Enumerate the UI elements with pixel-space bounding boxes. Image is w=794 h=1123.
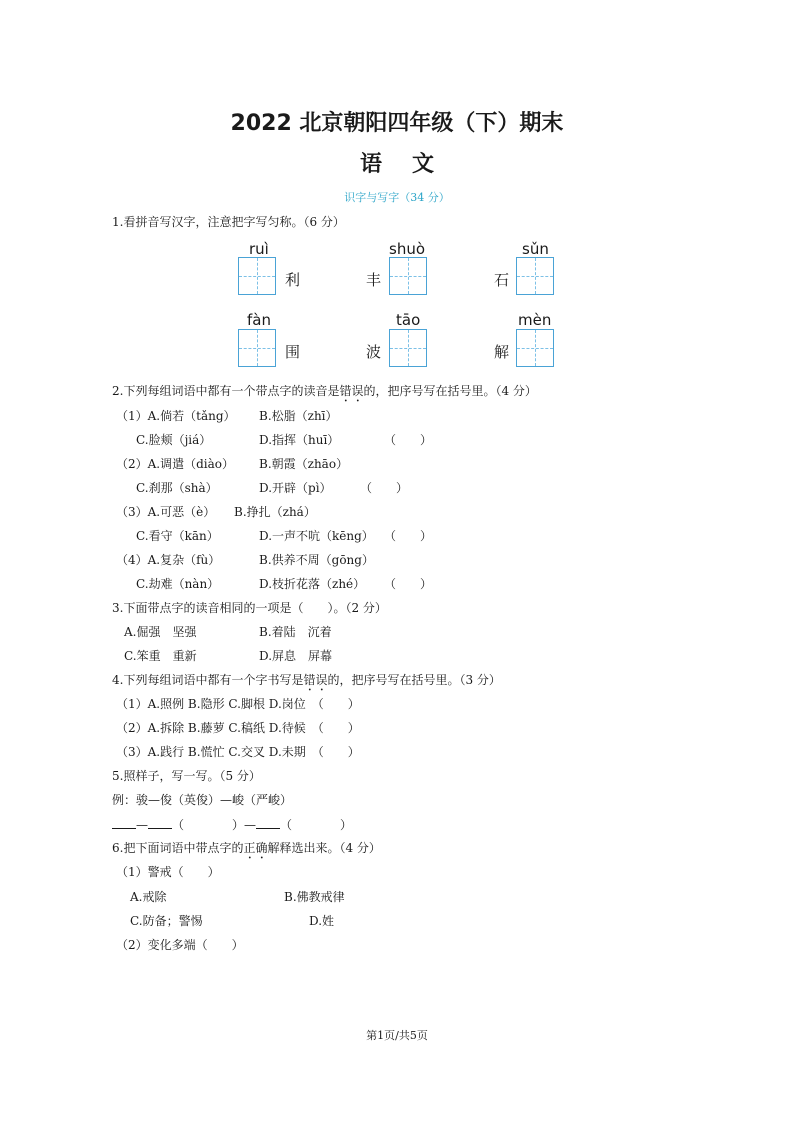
q2-option: （1）A.倘若（tǎng） — [116, 409, 236, 423]
writing-box[interactable] — [516, 257, 554, 295]
q2-stem: 2.下列每组词语中都有一个带点字的读音是错误的，把序号写在括号里。（4 分） — [112, 384, 537, 398]
q1-pinyin: shuò — [389, 240, 426, 258]
answer-bracket[interactable]: （ ） — [360, 481, 409, 495]
page-title: 2022 北京朝阳四年级（下）期末 — [230, 111, 564, 136]
q2-option: D.开辟（pì） — [259, 481, 332, 495]
q1-pinyin: fàn — [247, 311, 271, 329]
q3-option: A.倔强 坚强 — [124, 625, 197, 639]
subject-title: 语文 — [359, 152, 464, 177]
q4-line: （2）A.拆除 B.藤萝 C.稿纸 D.待候 （ ） — [116, 721, 360, 735]
q2-option: C.看守（kān） — [136, 529, 219, 543]
q2-option: （3）A.可恶（è） — [116, 505, 216, 519]
fill-blank[interactable] — [112, 816, 136, 829]
answer-bracket[interactable]: （ ） — [384, 529, 433, 543]
q6-option: B.佛教戒律 — [284, 890, 345, 904]
q1-pinyin: ruì — [249, 240, 269, 258]
q6-sub2: （2）变化多端（ ） — [116, 938, 244, 952]
emphasis-dots: 错误 — [339, 384, 364, 398]
q3-option: D.屏息 屏幕 — [259, 649, 333, 663]
q1-stem: 1.看拼音写汉字，注意把字写匀称。（6 分） — [112, 215, 345, 229]
q2-option: C.脸颊（jiá） — [136, 433, 212, 447]
q2-option: B.朝霞（zhāo） — [259, 457, 349, 471]
emphasis-dots: 正确 — [243, 841, 268, 855]
q6-sub1: （1）警戒（ ） — [116, 865, 220, 879]
q4-line: （3）A.践行 B.慌忙 C.交叉 D.未期 （ ） — [116, 745, 360, 759]
fill-blank[interactable] — [148, 816, 172, 829]
q6-option: C.防备；警惕 — [130, 914, 203, 928]
q6-stem: 6.把下面词语中带点字的正确解释选出来。（4 分） — [112, 841, 381, 855]
answer-bracket[interactable]: （ ） — [384, 433, 433, 447]
q1-pinyin: sǔn — [522, 240, 549, 258]
q3-option: C.笨重 重新 — [124, 649, 197, 663]
q2-option: C.劫难（nàn） — [136, 577, 220, 591]
q1-pinyin: tāo — [396, 311, 421, 329]
q1-char: 波 — [366, 343, 382, 361]
q1-pinyin: mèn — [518, 311, 552, 329]
q1-char: 解 — [494, 343, 510, 361]
section-heading: 识字与写字（34 分） — [344, 191, 450, 204]
q5-stem: 5.照样子，写一写。（5 分） — [112, 769, 261, 783]
q2-option: D.枝折花落（zhé） — [259, 577, 366, 591]
writing-box[interactable] — [238, 257, 276, 295]
q6-option: D.姓 — [309, 914, 335, 928]
q1-char: 石 — [494, 271, 510, 289]
fill-blank[interactable] — [256, 816, 280, 829]
q2-option: （2）A.调遣（diào） — [116, 457, 235, 471]
q2-option: D.指挥（huī） — [259, 433, 340, 447]
q6-option: A.戒除 — [130, 890, 167, 904]
emphasis-dots: 错误 — [303, 673, 328, 687]
writing-box[interactable] — [238, 329, 276, 367]
writing-box[interactable] — [389, 257, 427, 295]
writing-box[interactable] — [516, 329, 554, 367]
q2-option: （4）A.复杂（fù） — [116, 553, 221, 567]
q3-option: B.着陆 沉着 — [259, 625, 332, 639]
q5-fill-line: — （ ）— （ ） — [112, 816, 352, 833]
q3-stem: 3.下面带点字的读音相同的一项是（ ）。（2 分） — [112, 601, 387, 615]
page-footer: 第1页/共5页 — [366, 1029, 428, 1042]
q2-option: B.挣扎（zhá） — [234, 505, 316, 519]
q2-option: D.一声不吭（kēng） — [259, 529, 374, 543]
q4-stem: 4.下列每组词语中都有一个字书写是错误的，把序号写在括号里。（3 分） — [112, 673, 501, 687]
q1-char: 利 — [285, 271, 301, 289]
q5-example: 例：骏—俊（英俊）—峻（严峻） — [112, 793, 293, 807]
q1-char: 丰 — [366, 271, 382, 289]
q2-option: B.松脂（zhī） — [259, 409, 338, 423]
q4-line: （1）A.照例 B.隐形 C.脚根 D.岗位 （ ） — [116, 697, 360, 711]
q1-char: 围 — [285, 343, 301, 361]
writing-box[interactable] — [389, 329, 427, 367]
q2-option: C.刹那（shà） — [136, 481, 218, 495]
answer-bracket[interactable]: （ ） — [384, 577, 433, 591]
q2-option: B.供养不周（gōng） — [259, 553, 374, 567]
